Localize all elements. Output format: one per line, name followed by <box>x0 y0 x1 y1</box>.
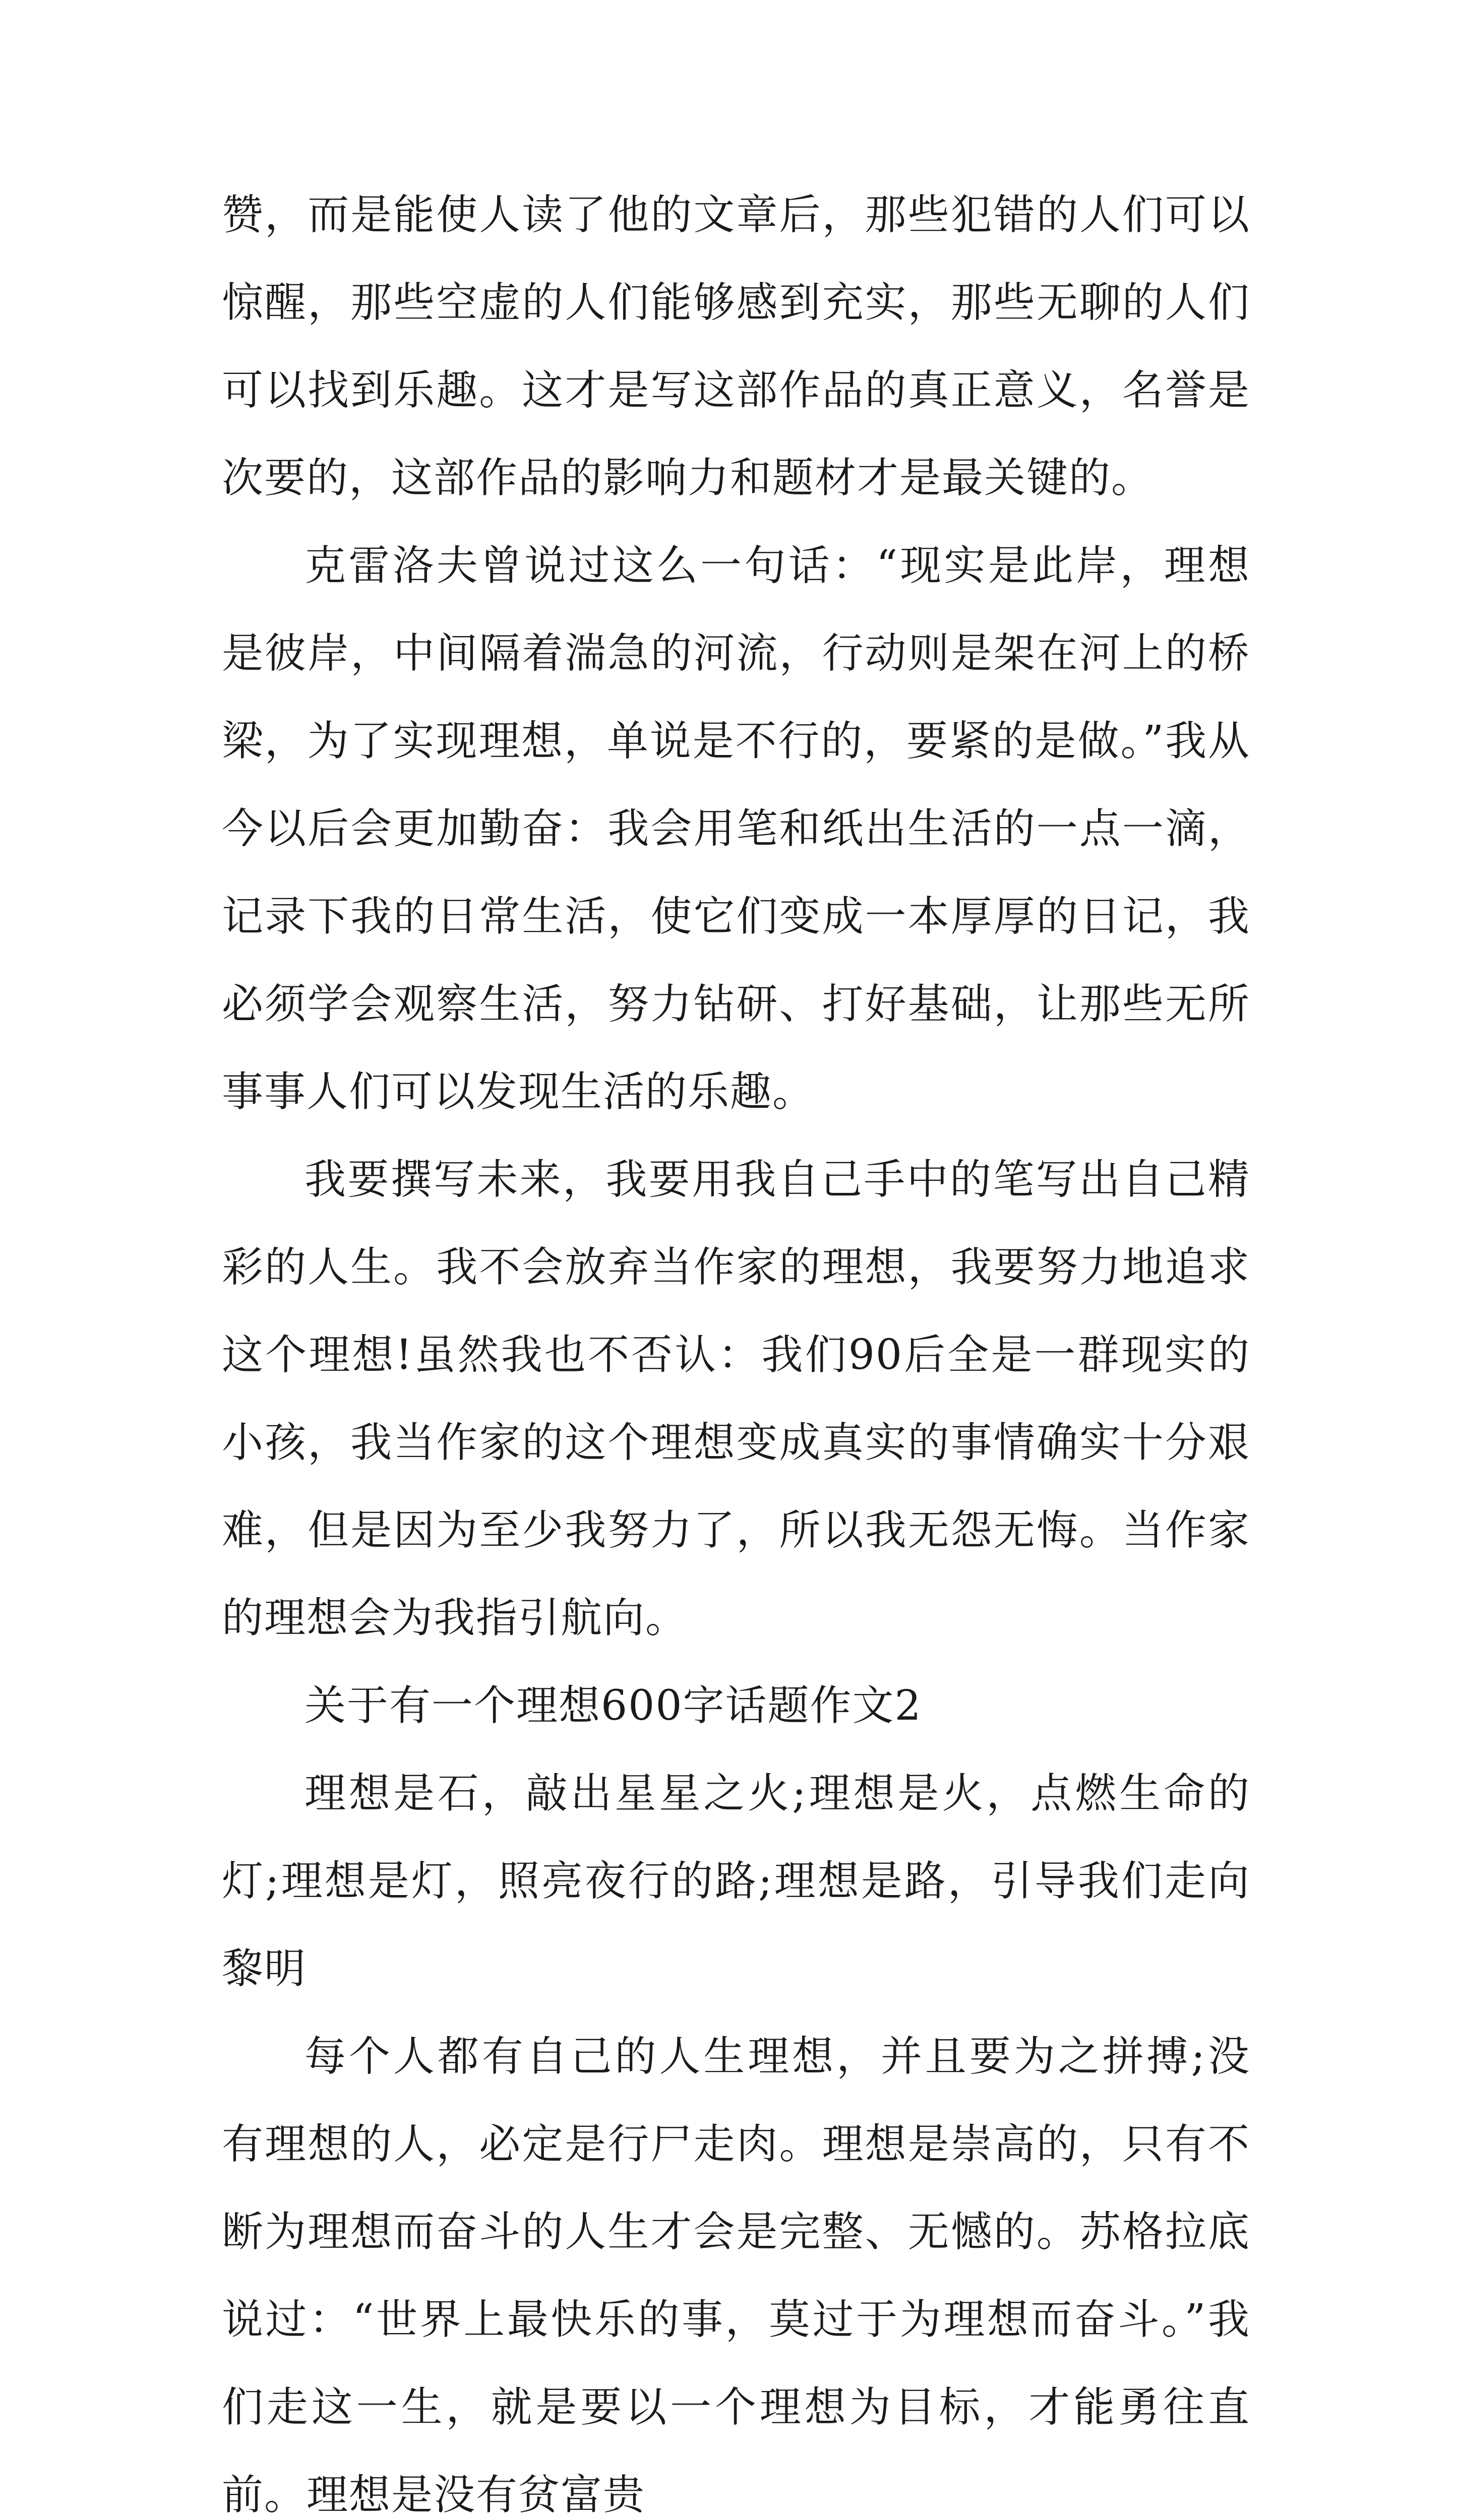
document-body <box>222 171 1250 2520</box>
paragraph-5: 每个人都有自己的人生理想，并且要为之拼搏;没有理想的人，必定是行尸走肉。理想是崇高的，只有不断为理想而奋斗的人生才会是完整、无憾的。苏格拉底说过：“世界上最快乐的事，莫过于为理想而奋斗。”我们走这一生，就是要以一个理想为目标，才能勇往直前。理想是没有贫富贵 <box>222 2033 1250 2519</box>
paragraph-3: 我要撰写未来，我要用我自己手中的笔写出自己精彩的人生。我不会放弃当作家的理想，我要努力地追求这个理想!虽然我也不否认：我们90后全是一群现实的小孩，我当作家的这个理想变成真实的事情确实十分艰难，但是因为至少我努力了，所以我无怨无悔。当作家的理想会为我指引航向。 <box>222 1156 1250 1642</box>
paragraph-1: 赞，而是能使人读了他的文章后，那些犯错的人们可以惊醒，那些空虚的人们能够感到充实，那些无聊的人们可以找到乐趣。这才是写这部作品的真正意义，名誉是次要的，这部作品的影响力和题材才是最关键的。 <box>222 191 1250 502</box>
paragraph-4: 理想是石，敲出星星之火;理想是火，点燃生命的灯;理想是灯，照亮夜行的路;理想是路，引导我们走向黎明 <box>222 1770 1250 1993</box>
paragraph-2: 克雷洛夫曾说过这么一句话：“现实是此岸，理想是彼岸，中间隔着湍急的河流，行动则是架在河上的桥梁，为了实现理想，单说是不行的，要紧的是做。”我从今以后会更加勤奋：我会用笔和纸出生活的一点一滴，记录下我的日常生活，使它们变成一本厚厚的日记，我必须学会观察生活，努力钻研、打好基础，让那些无所事事人们可以发现生活的乐趣。 <box>222 542 1250 1116</box>
essay-heading: 关于有一个理想600字话题作文2 <box>305 1682 922 1730</box>
